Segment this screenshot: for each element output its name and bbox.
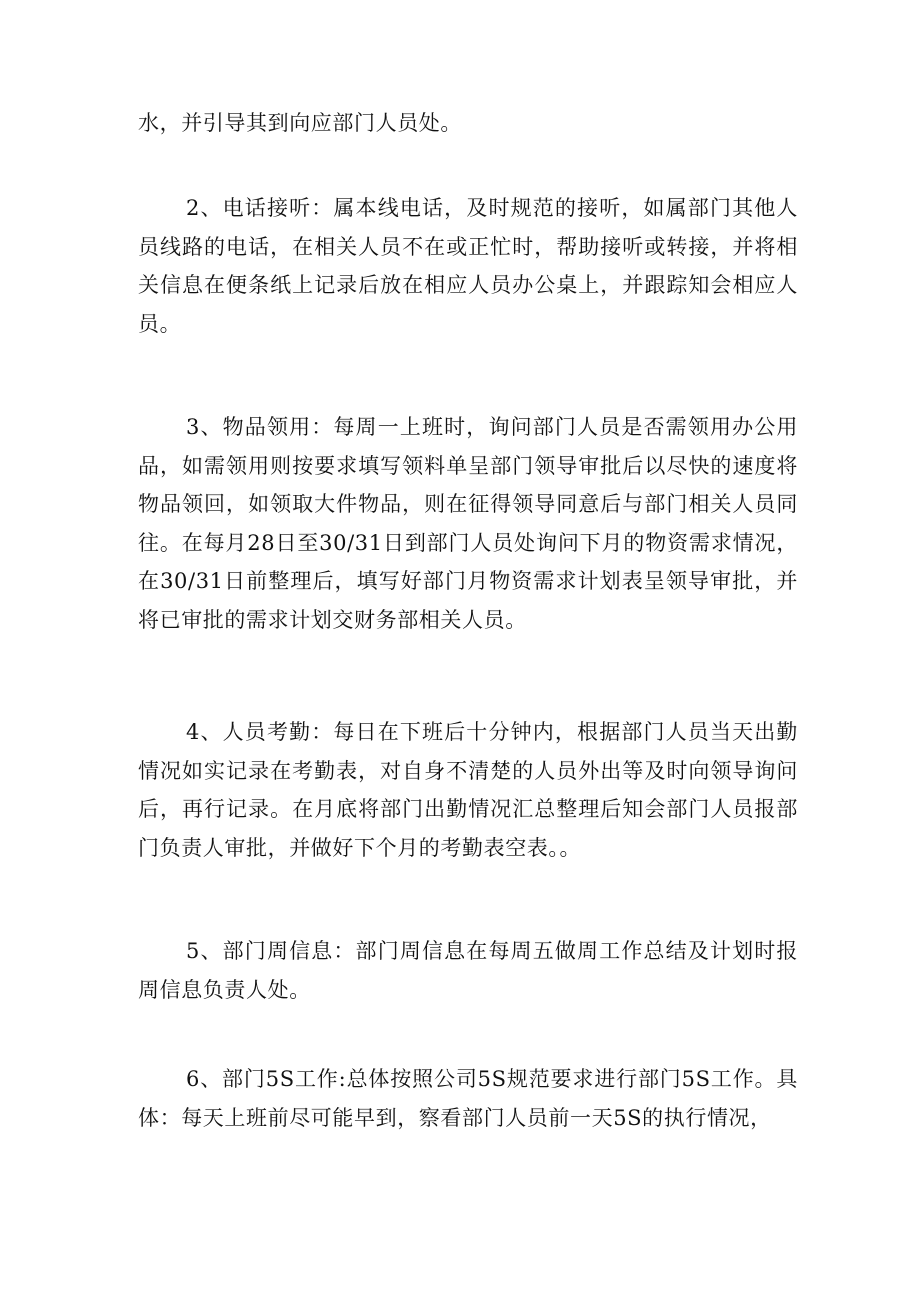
paragraph-continuation: 水，并引导其到向应部门人员处。 [138,111,462,135]
paragraph-attendance: 4、人员考勤：每日在下班后十分钟内，根据部门人员当天出勤情况如实记录在考勤表，对自身不清楚的人员外出等及时向领导询问后，再行记录。在月底将部门出勤情况汇总整理后知会部门人员报部门负责人审批，并做好下个月的考勤表空表。。 [138,720,798,860]
paragraph-phone-answering: 2、电话接听：属本线电话，及时规范的接听，如属部门其他人员线路的电话，在相关人员不在或正忙时，帮助接听或转接，并将相关信息在便条纸上记录后放在相应人员办公桌上，并跟踪知会相应人员。 [138,196,798,336]
paragraph-5s-work: 6、部门5S工作:总体按照公司5S规范要求进行部门5S工作。具体：每天上班前尽可能早到，察看部门人员前一天5S的执行情况， [138,1067,798,1130]
paragraph-supplies-requisition: 3、物品领用：每周一上班时，询问部门人员是否需领用办公用品，如需领用则按要求填写领料单呈部门领导审批后以尽快的速度将物品领回，如领取大件物品，则在征得领导同意后与部门相关人员同往。在每月28日至30/31日到部门人员处询问下月的物资需求情况，在30/31日前整理后，填写好部门月物资需求计划表呈领导审批，并将已审批的需求计划交财务部相关人员。 [138,415,798,632]
paragraph-weekly-info: 5、部门周信息：部门周信息在每周五做周工作总结及计划时报周信息负责人处。 [138,939,798,1002]
